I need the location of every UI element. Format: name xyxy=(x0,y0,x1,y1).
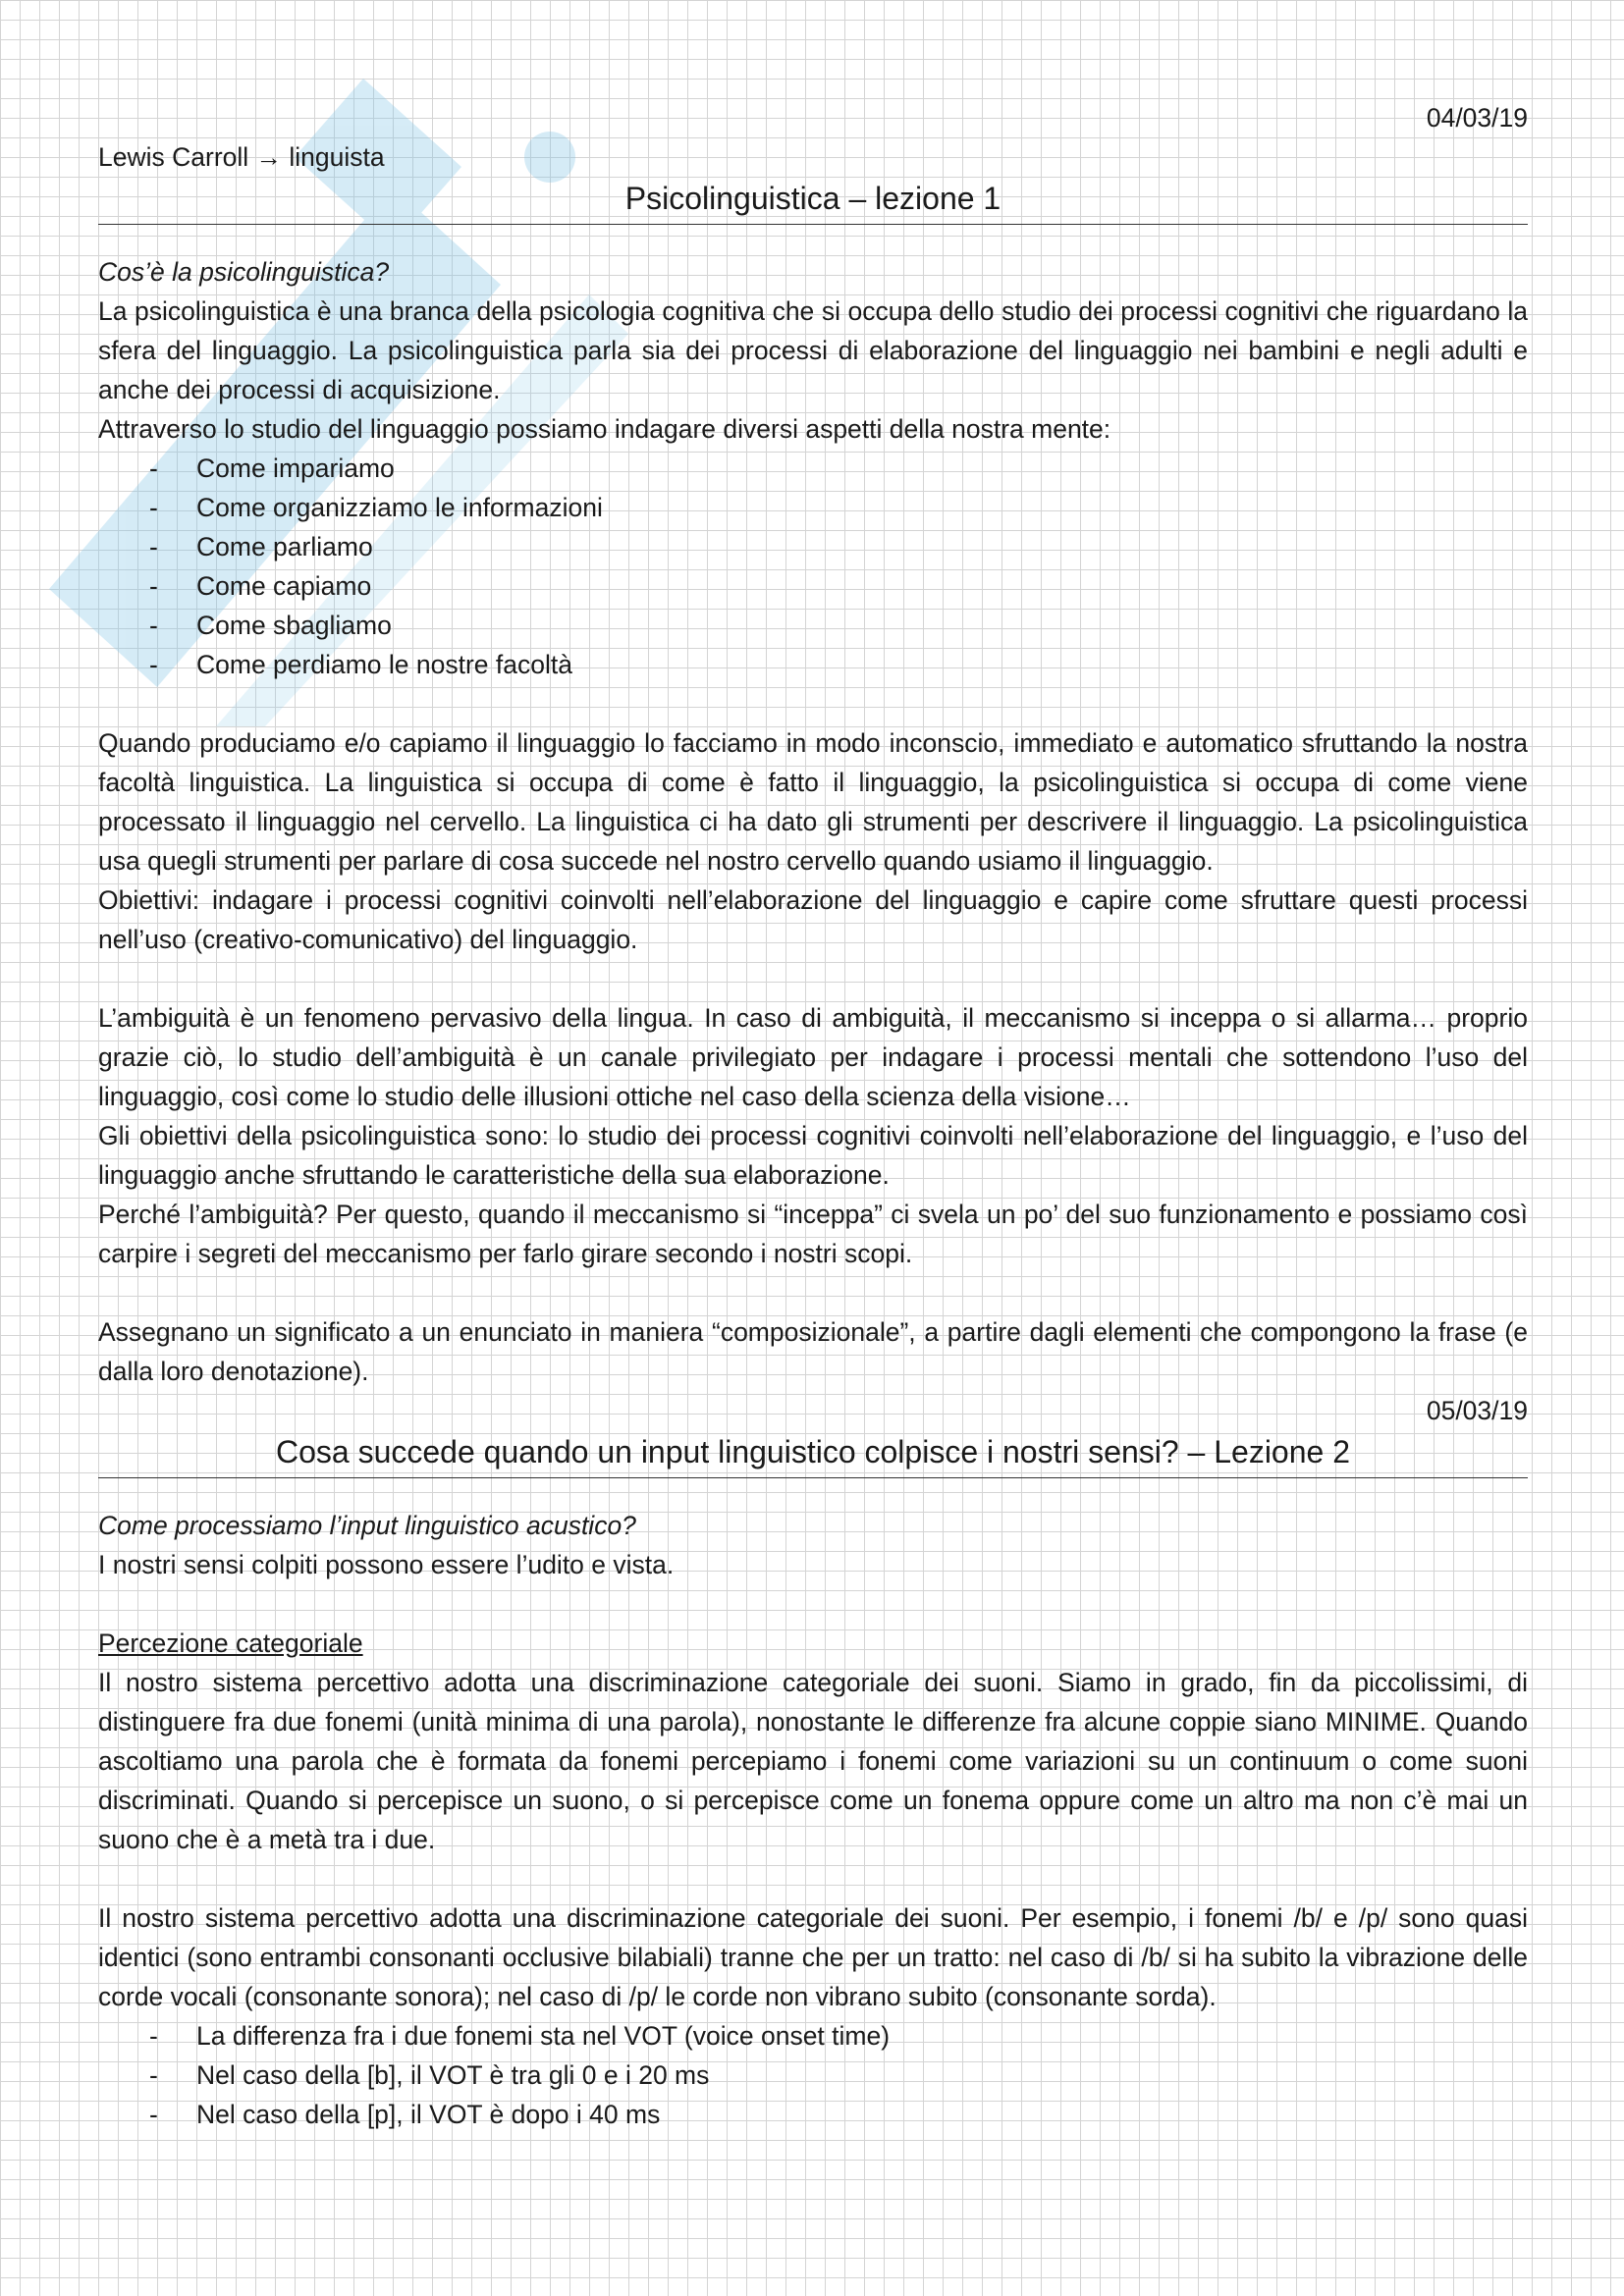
spacer xyxy=(98,1273,1528,1312)
lesson1-list-intro: Attraverso lo studio del linguaggio possiamo indagare diversi aspetti della nostra mente: xyxy=(98,414,1111,444)
lesson2-paragraph: Il nostro sistema percettivo adotta una discriminazione categoriale dei suoni. Per esempio, i fonemi /b/ e /p/ sono quasi identici (sono entrambi consonanti occlusive bilabiali) tranne che per un tratto: nel caso di /b/ si ha subito la vibrazione delle corde vocali (consonante sonora); nel caso di /p/ le corde non vibrano subito (consonante sorda). xyxy=(98,1903,1528,2011)
lesson1-intro: La psicolinguistica è una branca della psicologia cognitiva che si occupa dello studio dei processi cognitivi che riguardano la sfera del linguaggio. La psicolinguistica parla sia dei processi di elaborazione del linguaggio nei bambini e negli adulti e anche dei processi di acquisizione. xyxy=(98,296,1528,404)
lesson1-question: Cos’è la psicolinguistica? xyxy=(98,257,390,287)
lesson1-paragraph: Gli obiettivi della psicolinguistica sono: lo studio dei processi cognitivi coinvolti nell’elaborazione del linguaggio, e l’uso del linguaggio anche sfruttando le caratteristiche della sua elaborazione. xyxy=(98,1121,1528,1190)
lesson2-subheading: Percezione categoriale xyxy=(98,1629,363,1658)
list-item: - Come parliamo xyxy=(98,527,1528,566)
list-item: - La differenza fra i due fonemi sta nel VOT (voice onset time) xyxy=(98,2016,1528,2056)
list-item: - Nel caso della [b], il VOT è tra gli 0 e i 20 ms xyxy=(98,2056,1528,2095)
spacer xyxy=(98,959,1528,998)
list-item: - Come organizziamo le informazioni xyxy=(98,488,1528,527)
title-divider xyxy=(98,224,1528,225)
top-note: Lewis Carroll → linguista xyxy=(98,142,385,172)
lesson1-paragraph: Obiettivi: indagare i processi cognitivi coinvolti nell’elaborazione del linguaggio e capire come sfruttare questi processi nell’uso (creativo-comunicativo) del linguaggio. xyxy=(98,885,1528,954)
lesson1-date: 04/03/19 xyxy=(1426,103,1528,133)
list-item: - Come sbagliamo xyxy=(98,606,1528,645)
list-item: - Come capiamo xyxy=(98,566,1528,606)
lesson2-list xyxy=(98,2016,1528,2134)
spacer xyxy=(98,1859,1528,1898)
lesson2-paragraph: Il nostro sistema percettivo adotta una discriminazione categoriale dei suoni. Siamo in grado, fin da piccolissimi, di distinguere fra due fonemi (unità minima di una parola), nonostante le differenze fra alcune coppie siano MINIME. Quando ascoltiamo una parola che è formata da fonemi percepiamo i fonemi come variazioni su un continuum o come suoni discriminati. Quando si percepisce un suono, o si percepisce come un fonema oppure come un altro ma non c’è mai un suono che è a metà tra i due. xyxy=(98,1668,1528,1854)
lesson2-intro: I nostri sensi colpiti possono essere l’udito e vista. xyxy=(98,1550,675,1579)
lesson1-paragraph: L’ambiguità è un fenomeno pervasivo della lingua. In caso di ambiguità, il meccanismo si inceppa o si allarma… proprio grazie ciò, lo studio dell’ambiguità è un canale privilegiato per indagare i processi mentali che sottendono l’uso del linguaggio, così come lo studio delle illusioni ottiche nel caso della scienza della visione… xyxy=(98,1003,1528,1111)
lesson1-paragraph: Quando produciamo e/o capiamo il linguaggio lo facciamo in modo inconscio, immediato e automatico sfruttando la nostra facoltà linguistica. La linguistica si occupa di come è fatto il linguaggio, la psicolinguistica si occupa di come viene processato il linguaggio nel cervello. La linguistica ci ha dato gli strumenti per descrivere il linguaggio. La psicolinguistica usa quegli strumenti per parlare di cosa succede nel nostro cervello quando usiamo il linguaggio. xyxy=(98,728,1528,876)
document-page xyxy=(98,98,1528,2134)
lesson1-paragraph: Assegnano un significato a un enunciato in maniera “composizionale”, a partire dagli elementi che compongono la frase (e dalla loro denotazione). xyxy=(98,1317,1528,1386)
list-item: - Nel caso della [p], il VOT è dopo i 40 ms xyxy=(98,2095,1528,2134)
lesson1-title: Psicolinguistica – lezione 1 xyxy=(624,181,1001,216)
title-divider xyxy=(98,1477,1528,1478)
spacer xyxy=(98,1584,1528,1624)
lesson2-title: Cosa succede quando un input linguistico colpisce i nostri sensi? – Lezione 2 xyxy=(275,1434,1350,1469)
spacer xyxy=(98,684,1528,723)
list-item: - Come impariamo xyxy=(98,449,1528,488)
lesson1-list xyxy=(98,449,1528,684)
lesson2-question: Come processiamo l’input linguistico acustico? xyxy=(98,1511,636,1540)
lesson2-date: 05/03/19 xyxy=(1426,1396,1528,1425)
lesson1-paragraph: Perché l’ambiguità? Per questo, quando il meccanismo si “inceppa” ci svela un po’ del suo funzionamento e possiamo così carpire i segreti del meccanismo per farlo girare secondo i nostri scopi. xyxy=(98,1200,1528,1268)
list-item: - Come perdiamo le nostre facoltà xyxy=(98,645,1528,684)
